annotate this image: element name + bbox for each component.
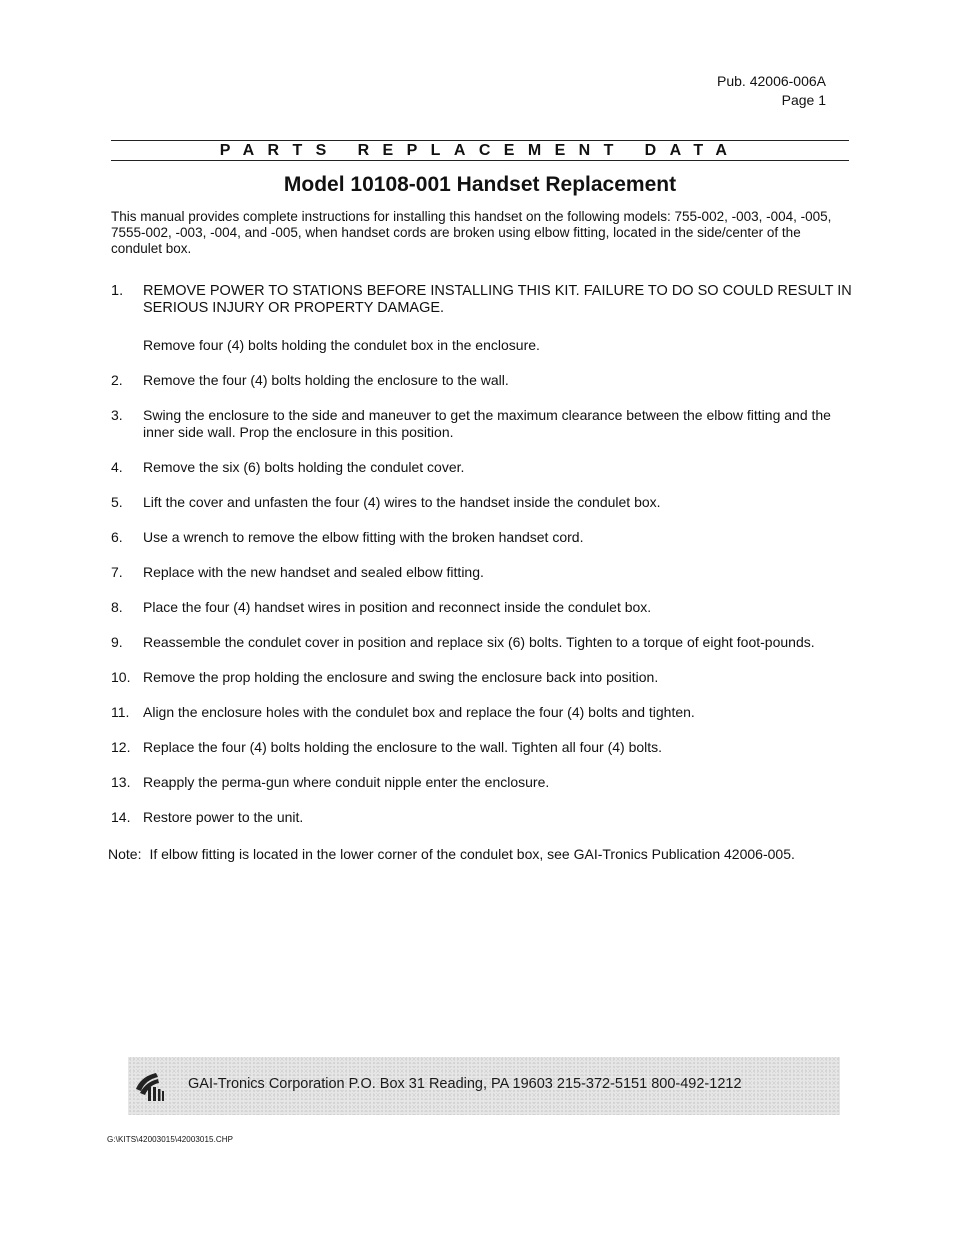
step-6 <box>111 529 871 545</box>
step-number: 3. <box>111 407 123 423</box>
step-number: 1. <box>111 283 124 299</box>
section-banner: PARTS REPLACEMENT DATA <box>219 142 741 159</box>
step-text: Restore power to the unit. <box>143 809 304 825</box>
step-text: Replace with the new handset and sealed elbow fitting. <box>143 564 484 580</box>
step-number: 7. <box>111 564 123 580</box>
page-label: Page 1 <box>781 92 826 108</box>
step-2 <box>111 372 871 388</box>
step-text: Remove the prop holding the enclosure and swing the enclosure back into position. <box>143 669 659 685</box>
step-text: REMOVE POWER TO STATIONS BEFORE INSTALLING THIS KIT. FAILURE TO DO SO COULD RESULT IN SERIOUS INJURY OR PROPERTY DAMAGE. <box>143 283 852 316</box>
intro-paragraph: This manual provides complete instructions for installing this handset on the following models: 755-002, -003, -004, -005, 7555-002, -003, -004, and -005, when handset cords are broken using elbow fitting, located in the side/center of the condulet box. <box>111 209 832 256</box>
step-text: Lift the cover and unfasten the four (4) wires to the handset inside the condulet box. <box>143 494 661 510</box>
step-13 <box>111 774 871 790</box>
document-title: Model 10108-001 Handset Replacement <box>283 173 677 196</box>
step-text: Align the enclosure holes with the condulet box and replace the four (4) bolts and tighten. <box>143 704 695 720</box>
step-number: 10. <box>111 669 131 685</box>
step-number: 13. <box>111 774 131 790</box>
step-9 <box>111 634 871 650</box>
gai-tronics-logo-icon <box>134 1069 166 1103</box>
step-number: 11. <box>111 704 130 720</box>
footer-contact: GAI-Tronics Corporation P.O. Box 31 Reading, PA 19603 215-372-5151 800-492-1212 <box>188 1076 742 1092</box>
step-12 <box>111 739 871 755</box>
step-number: 4. <box>111 459 123 475</box>
note <box>108 846 795 863</box>
step-text: Remove the six (6) bolts holding the condulet cover. <box>143 459 465 475</box>
step-1 <box>111 283 871 335</box>
step-number: 12. <box>111 739 131 755</box>
step-text: Remove the four (4) bolts holding the enclosure to the wall. <box>143 372 509 388</box>
step-number: 9. <box>111 634 123 650</box>
banner-bottom-rule <box>111 160 849 161</box>
note-label: Note: <box>108 846 142 862</box>
step-number: 14. <box>111 809 131 825</box>
file-path: G:\KITS\42003015\42003015.CHP <box>107 1135 234 1144</box>
step-number: 8. <box>111 599 123 615</box>
footer-band <box>128 1057 840 1115</box>
step-10 <box>111 669 871 685</box>
step-number: 6. <box>111 529 123 545</box>
step-text: Swing the enclosure to the side and maneuver to get the maximum clearance between the elbow fitting and the inner side wall. Prop the enclosure in this position. <box>143 407 831 440</box>
step-text: Place the four (4) handset wires in position and reconnect inside the condulet box. <box>143 599 652 615</box>
step-14 <box>111 809 871 825</box>
step-3 <box>111 407 843 441</box>
step-text: Replace the four (4) bolts holding the enclosure to the wall. Tighten all four (4) bolts. <box>143 739 663 755</box>
step-5 <box>111 494 871 510</box>
publication-header <box>717 72 826 110</box>
step-text: Reassemble the condulet cover in position and replace six (6) bolts. Tighten to a torque of eight foot-pounds. <box>143 634 815 650</box>
step-number: 5. <box>111 494 123 510</box>
step-1-subtext: Remove four (4) bolts holding the condulet box in the enclosure. <box>143 337 540 353</box>
note-text: If elbow fitting is located in the lower corner of the condulet box, see GAI-Tronics Publication 42006-005. <box>149 846 795 862</box>
step-7 <box>111 564 871 580</box>
step-8 <box>111 599 871 615</box>
pub-number: Pub. 42006-006A <box>717 73 826 89</box>
step-11 <box>111 704 871 720</box>
step-4 <box>111 459 871 475</box>
step-number: 2. <box>111 372 123 388</box>
step-text: Use a wrench to remove the elbow fitting with the broken handset cord. <box>143 529 584 545</box>
step-text: Reapply the perma-gun where conduit nipple enter the enclosure. <box>143 774 550 790</box>
